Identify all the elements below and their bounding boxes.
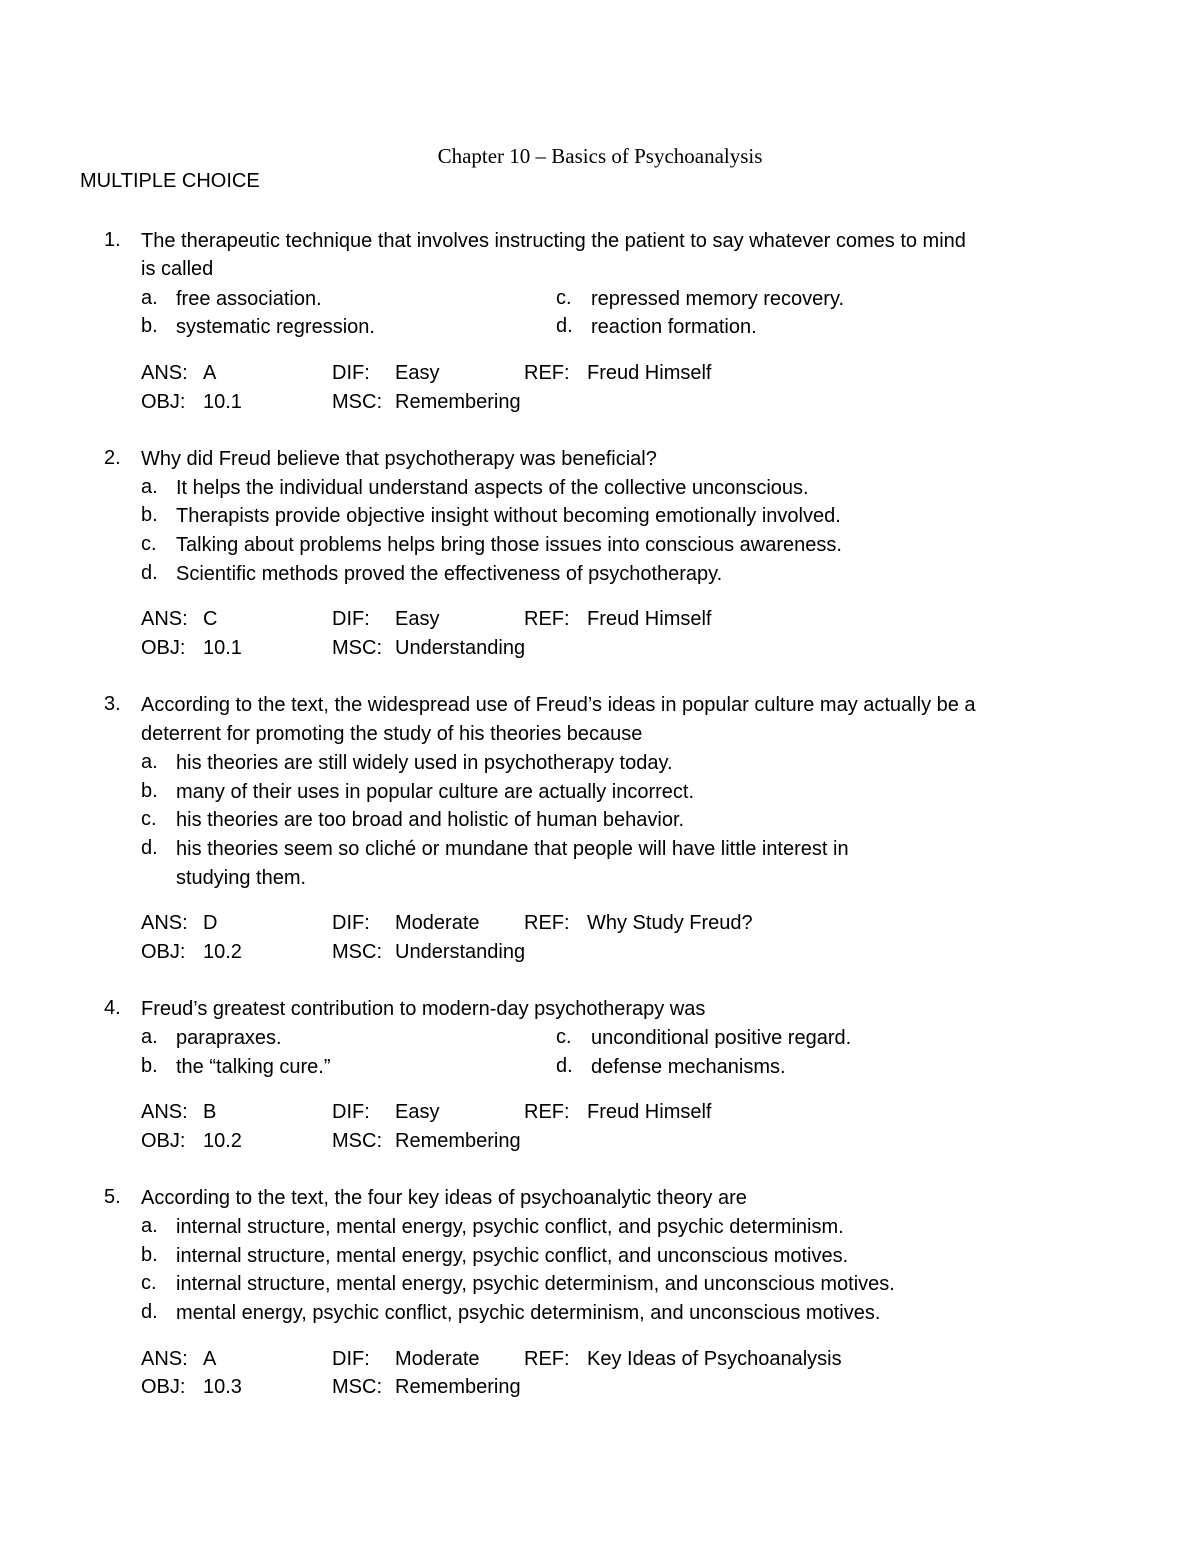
dif-label: DIF: — [332, 1348, 370, 1370]
section-heading: MULTIPLE CHOICE — [80, 170, 260, 192]
question-number: 5. — [104, 1186, 121, 1208]
dif-value: Moderate — [395, 912, 480, 934]
obj-label: OBJ: — [141, 637, 186, 659]
obj-label: OBJ: — [141, 941, 186, 963]
question-stem: According to the text, the widespread use of Freud’s ideas in popular culture may actually be a — [141, 694, 976, 716]
obj-label: OBJ: — [141, 1376, 186, 1398]
option-text: mental energy, psychic conflict, psychic determinism, and unconscious motives. — [176, 1302, 881, 1324]
option-text: free association. — [176, 288, 322, 310]
ref-value: Freud Himself — [587, 608, 712, 630]
option-text: his theories are still widely used in psychotherapy today. — [176, 752, 673, 774]
ref-label: REF: — [524, 1101, 570, 1123]
obj-value: 10.2 — [203, 1130, 242, 1152]
msc-value: Remembering — [395, 1376, 521, 1398]
dif-value: Easy — [395, 362, 440, 384]
ans-label: ANS: — [141, 608, 188, 630]
option-text: his theories seem so cliché or mundane that people will have little interest in — [176, 838, 849, 860]
obj-value: 10.3 — [203, 1376, 242, 1398]
option-text: reaction formation. — [591, 316, 757, 338]
option-letter: b. — [141, 315, 158, 337]
question-stem: Why did Freud believe that psychotherapy was beneficial? — [141, 448, 657, 470]
option-letter: a. — [141, 1026, 158, 1048]
dif-value: Easy — [395, 1101, 440, 1123]
question-number: 1. — [104, 229, 121, 251]
obj-value: 10.2 — [203, 941, 242, 963]
msc-value: Remembering — [395, 1130, 521, 1152]
ans-label: ANS: — [141, 1101, 188, 1123]
option-letter: c. — [556, 287, 572, 309]
option-text: repressed memory recovery. — [591, 288, 845, 310]
ref-label: REF: — [524, 608, 570, 630]
ans-value: D — [203, 912, 218, 934]
dif-label: DIF: — [332, 1101, 370, 1123]
ref-value: Freud Himself — [587, 362, 712, 384]
option-letter: a. — [141, 1215, 158, 1237]
msc-label: MSC: — [332, 1376, 382, 1398]
option-text: unconditional positive regard. — [591, 1027, 852, 1049]
option-letter: d. — [556, 1055, 573, 1077]
ans-label: ANS: — [141, 912, 188, 934]
ref-label: REF: — [524, 912, 570, 934]
option-text: defense mechanisms. — [591, 1056, 786, 1078]
option-text: many of their uses in popular culture are actually incorrect. — [176, 781, 695, 803]
option-text: Talking about problems helps bring those issues into conscious awareness. — [176, 534, 842, 556]
obj-value: 10.1 — [203, 637, 242, 659]
option-letter: d. — [141, 837, 158, 859]
msc-label: MSC: — [332, 637, 382, 659]
dif-label: DIF: — [332, 912, 370, 934]
msc-value: Remembering — [395, 391, 521, 413]
obj-value: 10.1 — [203, 391, 242, 413]
ans-value: A — [203, 362, 217, 384]
ref-value: Why Study Freud? — [587, 912, 753, 934]
dif-value: Moderate — [395, 1348, 480, 1370]
option-text: the “talking cure.” — [176, 1056, 331, 1078]
option-letter: a. — [141, 287, 158, 309]
obj-label: OBJ: — [141, 1130, 186, 1152]
option-text-cont: studying them. — [176, 867, 307, 889]
msc-value: Understanding — [395, 941, 526, 963]
option-text: systematic regression. — [176, 316, 375, 338]
dif-value: Easy — [395, 608, 440, 630]
question-stem-cont: is called — [141, 258, 214, 280]
option-letter: a. — [141, 476, 158, 498]
ref-value: Freud Himself — [587, 1101, 712, 1123]
option-text: Scientific methods proved the effectiveness of psychotherapy. — [176, 563, 723, 585]
option-text: It helps the individual understand aspects of the collective unconscious. — [176, 477, 809, 499]
option-text: internal structure, mental energy, psychic conflict, and psychic determinism. — [176, 1216, 844, 1238]
option-letter: b. — [141, 1055, 158, 1077]
question-number: 3. — [104, 693, 121, 715]
ans-value: A — [203, 1348, 217, 1370]
option-letter: c. — [556, 1026, 572, 1048]
msc-label: MSC: — [332, 391, 382, 413]
page-title: Chapter 10 – Basics of Psychoanalysis — [437, 144, 763, 168]
question-stem: The therapeutic technique that involves instructing the patient to say whatever comes to mind — [141, 230, 966, 252]
option-letter: c. — [141, 1272, 157, 1294]
ans-label: ANS: — [141, 1348, 188, 1370]
ans-value: C — [203, 608, 218, 630]
obj-label: OBJ: — [141, 391, 186, 413]
msc-label: MSC: — [332, 941, 382, 963]
option-letter: a. — [141, 751, 158, 773]
option-letter: c. — [141, 808, 157, 830]
ref-value: Key Ideas of Psychoanalysis — [587, 1348, 842, 1370]
ans-value: B — [203, 1101, 217, 1123]
option-letter: d. — [556, 315, 573, 337]
option-letter: b. — [141, 504, 158, 526]
option-text: internal structure, mental energy, psychic determinism, and unconscious motives. — [176, 1273, 895, 1295]
option-letter: b. — [141, 1244, 158, 1266]
ref-label: REF: — [524, 362, 570, 384]
msc-label: MSC: — [332, 1130, 382, 1152]
question-stem-cont: deterrent for promoting the study of his theories because — [141, 723, 643, 745]
option-text: Therapists provide objective insight without becoming emotionally involved. — [176, 505, 841, 527]
question-number: 2. — [104, 447, 121, 469]
option-letter: b. — [141, 780, 158, 802]
ref-label: REF: — [524, 1348, 570, 1370]
dif-label: DIF: — [332, 362, 370, 384]
option-letter: c. — [141, 533, 157, 555]
question-stem: According to the text, the four key ideas of psychoanalytic theory are — [141, 1187, 747, 1209]
msc-value: Understanding — [395, 637, 526, 659]
option-letter: d. — [141, 562, 158, 584]
option-letter: d. — [141, 1301, 158, 1323]
dif-label: DIF: — [332, 608, 370, 630]
ans-label: ANS: — [141, 362, 188, 384]
question-number: 4. — [104, 997, 121, 1019]
option-text: internal structure, mental energy, psychic conflict, and unconscious motives. — [176, 1245, 849, 1267]
option-text: his theories are too broad and holistic of human behavior. — [176, 809, 685, 831]
question-stem: Freud’s greatest contribution to modern-day psychotherapy was — [141, 998, 706, 1020]
option-text: parapraxes. — [176, 1027, 282, 1049]
